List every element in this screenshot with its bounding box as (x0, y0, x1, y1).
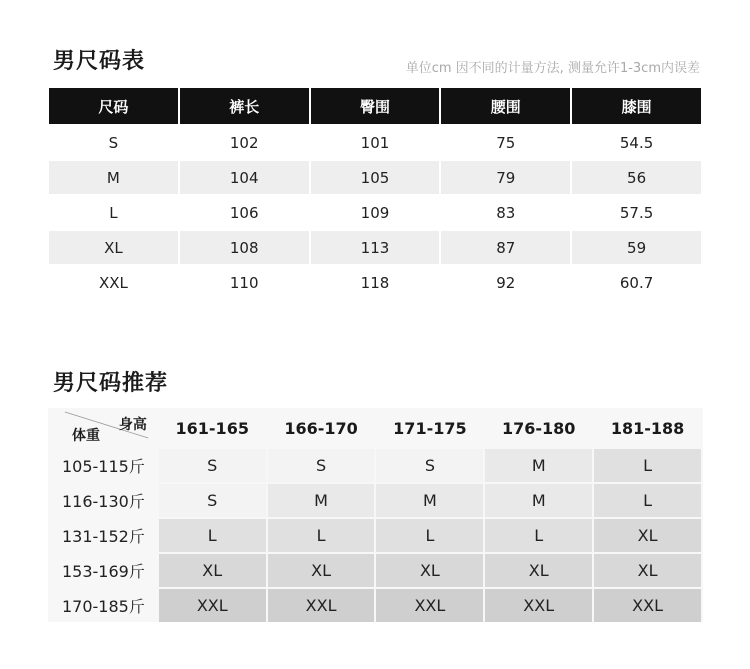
table-row (50, 589, 701, 622)
height-header-row (50, 410, 701, 447)
weight-range: 153-169斤 (61, 562, 145, 581)
size-cell: S (268, 449, 375, 482)
table-row (50, 449, 701, 482)
table-row (49, 159, 701, 194)
table-cell: 109 (311, 194, 440, 229)
size-cell: XXL (485, 589, 592, 622)
table-row (49, 194, 701, 229)
table-cell: 102 (180, 124, 309, 159)
table-cell: 113 (311, 229, 440, 264)
size-chart-table (47, 88, 703, 299)
recommendation-panel (48, 408, 703, 622)
table-cell: 106 (180, 194, 309, 229)
size-cell: XL (159, 554, 266, 587)
size-cell: L (268, 519, 375, 552)
size-cell: S (159, 449, 266, 482)
table-cell: 118 (311, 264, 440, 299)
table-cell: 59 (572, 229, 701, 264)
size-cell: XXL (376, 589, 483, 622)
size-cell: XL (594, 554, 701, 587)
size-cell: M (485, 449, 592, 482)
height-range-header: 181-188 (610, 419, 685, 438)
size-cell: L (159, 519, 266, 552)
height-range-header: 166-170 (284, 419, 358, 438)
size-cell: L (594, 449, 701, 482)
size-chart-title: 男尺码表 (53, 49, 146, 74)
height-range-header: 171-175 (393, 419, 467, 438)
table-row (50, 519, 701, 552)
header-waist: 腰围 (441, 88, 570, 124)
table-row (49, 124, 701, 159)
table-cell: L (49, 194, 178, 229)
size-cell: XL (268, 554, 375, 587)
size-cell: XXL (268, 589, 375, 622)
table-cell: 87 (441, 229, 570, 264)
size-cell: M (485, 484, 592, 517)
table-cell: 101 (311, 124, 440, 159)
size-cell: L (376, 519, 483, 552)
table-row (50, 484, 701, 517)
table-cell: S (49, 124, 178, 159)
weight-range: 105-115斤 (61, 457, 145, 476)
height-axis-label: 身高 (118, 417, 147, 433)
table-cell: 83 (441, 194, 570, 229)
table-row (50, 554, 701, 587)
measurement-note: 单位cm 因不同的计量方法, 测量允许1-3cm内误差 (405, 61, 700, 76)
size-cell: L (485, 519, 592, 552)
table-cell: 54.5 (572, 124, 701, 159)
table-cell: 110 (180, 264, 309, 299)
weight-range: 116-130斤 (61, 492, 145, 511)
table-cell: 75 (441, 124, 570, 159)
table-cell: 104 (180, 159, 309, 194)
height-range-header: 161-165 (175, 419, 249, 438)
size-cell: M (268, 484, 375, 517)
recommendation-table (48, 408, 703, 624)
size-cell: XL (485, 554, 592, 587)
corner-cell (50, 410, 157, 447)
table-cell: 56 (572, 159, 701, 194)
size-cell: XXL (594, 589, 701, 622)
table-cell: M (49, 159, 178, 194)
header-knee: 膝围 (572, 88, 701, 124)
size-cell: S (159, 484, 266, 517)
table-cell: 57.5 (572, 194, 701, 229)
size-cell: XL (594, 519, 701, 552)
size-cell: XL (376, 554, 483, 587)
table-cell: 79 (441, 159, 570, 194)
table-row (49, 229, 701, 264)
header-pants-length: 裤长 (180, 88, 309, 124)
size-cell: M (376, 484, 483, 517)
table-row (49, 264, 701, 299)
table-cell: 60.7 (572, 264, 701, 299)
table-cell: 92 (441, 264, 570, 299)
height-range-header: 176-180 (502, 419, 576, 438)
table-cell: XL (49, 229, 178, 264)
table-cell: 108 (180, 229, 309, 264)
size-cell: S (376, 449, 483, 482)
header-size: 尺码 (49, 88, 178, 124)
weight-axis-label: 体重 (72, 428, 100, 444)
header-hip: 臀围 (311, 88, 440, 124)
weight-range: 170-185斤 (61, 597, 145, 616)
size-cell: XXL (159, 589, 266, 622)
weight-range: 131-152斤 (61, 527, 145, 546)
recommendation-title: 男尺码推荐 (53, 371, 169, 396)
size-chart-header-row (49, 88, 701, 124)
table-cell: XXL (49, 264, 178, 299)
size-cell: L (594, 484, 701, 517)
table-cell: 105 (311, 159, 440, 194)
